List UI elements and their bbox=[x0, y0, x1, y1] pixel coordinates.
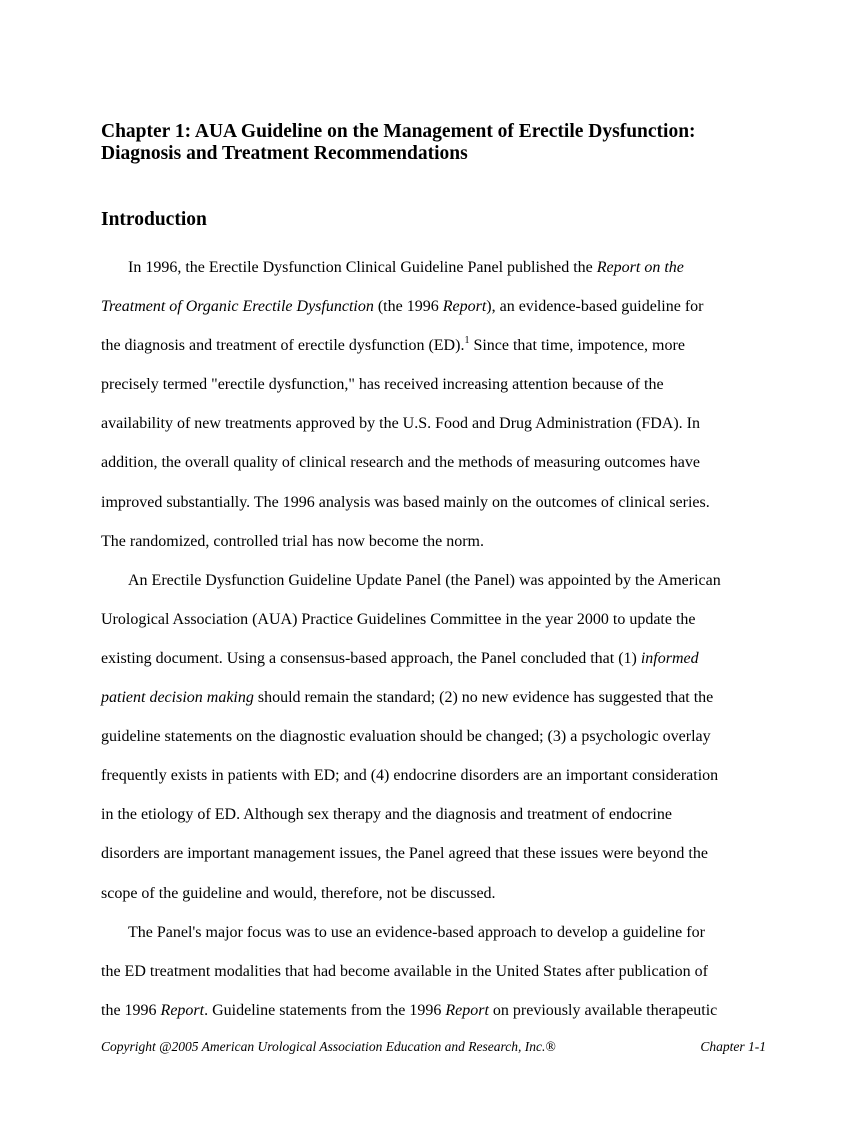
text-line: improved substantially. The 1996 analysis was based mainly on the outcomes of clinical series. bbox=[101, 493, 710, 511]
paragraph-1 bbox=[101, 248, 766, 561]
italic-run: patient decision making bbox=[101, 689, 254, 707]
italic-run: Report bbox=[445, 1001, 489, 1019]
text-line: frequently exists in patients with ED; and (4) endocrine disorders are an important consideration bbox=[101, 767, 719, 785]
text-run: In 1996, the Erectile Dysfunction Clinical Guideline Panel published the bbox=[128, 259, 597, 276]
text-line: The randomized, controlled trial has now become the norm. bbox=[101, 532, 484, 550]
text-run: the diagnosis and treatment of erectile dysfunction (ED). bbox=[101, 337, 465, 355]
text-line: availability of new treatments approved by the U.S. Food and Drug Administration (FDA). In bbox=[101, 415, 701, 433]
italic-run: Report bbox=[160, 1001, 205, 1019]
text-run: Since that time, impotence, more bbox=[469, 337, 685, 355]
text-line bbox=[101, 678, 766, 717]
text-line bbox=[101, 287, 766, 326]
italic-run: Treatment of Organic Erectile Dysfunction bbox=[101, 298, 374, 316]
text-line: Urological Association (AUA) Practice Guidelines Committee in the year 2000 to update the bbox=[101, 610, 696, 628]
text-line bbox=[101, 248, 766, 287]
chapter-title bbox=[101, 121, 766, 165]
copyright-notice: Copyright @2005 American Urological Association Education and Research, Inc.® bbox=[101, 1039, 556, 1054]
italic-run: Report bbox=[442, 298, 487, 316]
text-run: . Guideline statements from the 1996 bbox=[204, 1001, 446, 1019]
text-line bbox=[101, 639, 766, 678]
text-line: scope of the guideline and would, therefore, not be discussed. bbox=[101, 884, 496, 902]
text-line: disorders are important management issues, the Panel agreed that these issues were beyond the bbox=[101, 845, 708, 863]
text-line: in the etiology of ED. Although sex therapy and the diagnosis and treatment of endocrine bbox=[101, 806, 672, 824]
text-line: precisely termed "erectile dysfunction," has received increasing attention because of the bbox=[101, 376, 664, 394]
paragraph-3 bbox=[101, 913, 766, 1030]
italic-run: informed bbox=[640, 649, 699, 667]
document-page bbox=[101, 0, 766, 1122]
body-text bbox=[101, 248, 766, 1030]
text-line: guideline statements on the diagnostic evaluation should be changed; (3) a psychologic overlay bbox=[101, 728, 711, 746]
text-run: the 1996 bbox=[101, 1001, 161, 1019]
text-line: the ED treatment modalities that had become available in the United States after publication of bbox=[101, 962, 708, 980]
text-line: addition, the overall quality of clinical research and the methods of measuring outcomes have bbox=[101, 454, 700, 472]
text-run: should remain the standard; (2) no new evidence has suggested that the bbox=[253, 689, 714, 707]
section-heading-introduction: Introduction bbox=[101, 209, 207, 230]
text-line: The Panel's major focus was to use an evidence-based approach to develop a guideline for bbox=[128, 923, 705, 941]
chapter-title-line-1: Chapter 1: AUA Guideline on the Management of Erectile Dysfunction: bbox=[101, 121, 696, 142]
text-line bbox=[101, 326, 766, 365]
text-line: An Erectile Dysfunction Guideline Update Panel (the Panel) was appointed by the American bbox=[128, 571, 721, 589]
text-run: existing document. Using a consensus-based approach, the Panel concluded that (1) bbox=[101, 649, 641, 667]
text-run: (the 1996 bbox=[373, 298, 443, 316]
italic-run: Report on the bbox=[596, 259, 684, 276]
paragraph-2 bbox=[101, 561, 766, 913]
text-line bbox=[101, 991, 766, 1030]
text-run: ), an evidence-based guideline for bbox=[486, 298, 704, 316]
chapter-title-line-2: Diagnosis and Treatment Recommendations bbox=[101, 143, 468, 164]
page-number: Chapter 1-1 bbox=[700, 1039, 766, 1054]
text-run: on previously available therapeutic bbox=[488, 1001, 718, 1019]
footnote-reference: 1 bbox=[464, 335, 470, 347]
